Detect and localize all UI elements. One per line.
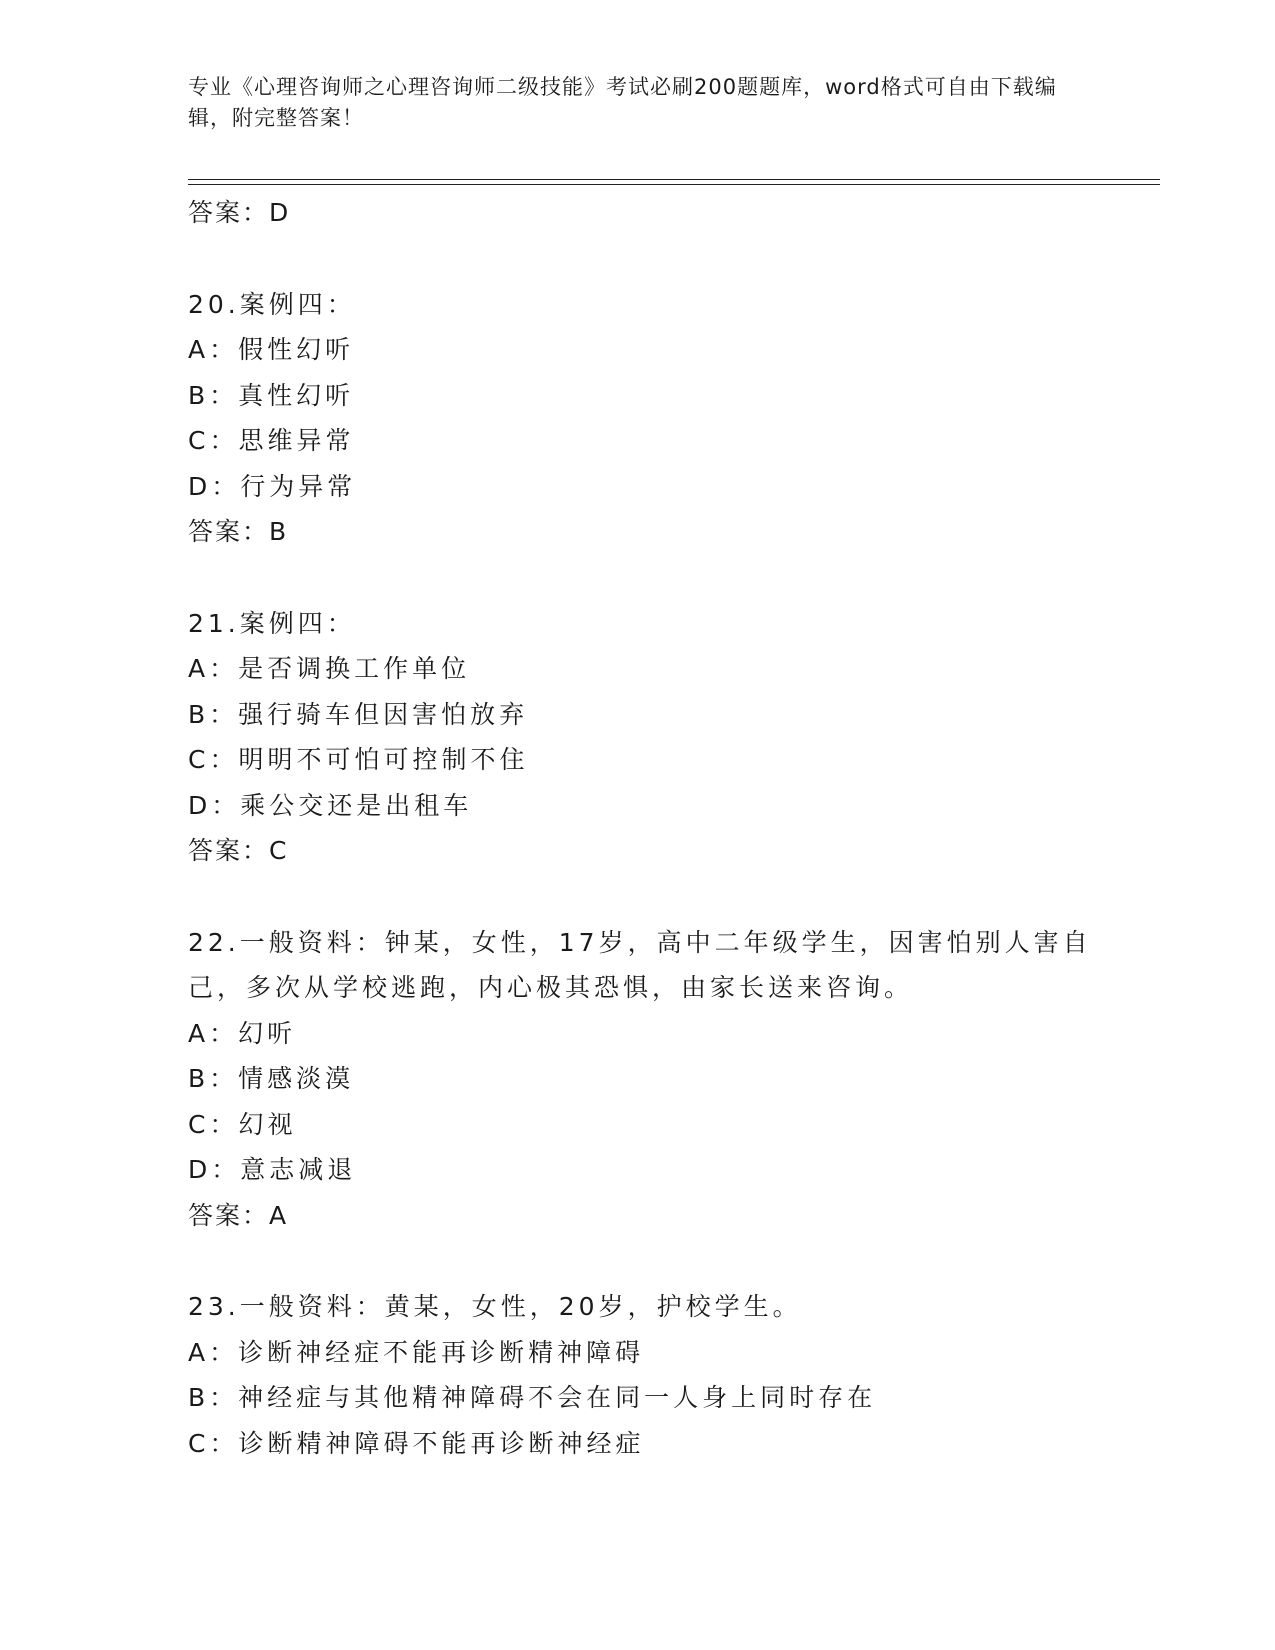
option-a: A：幻听 bbox=[188, 1018, 297, 1048]
question-block bbox=[188, 920, 1138, 1239]
header-divider bbox=[188, 179, 1160, 180]
question-stem: 23.一般资料：黄某，女性，20岁，护校学生。 bbox=[188, 1292, 802, 1321]
question-stem: 22.一般资料：钟某，女性，17岁，高中二年级学生，因害怕别人害自己，多次从学校逃跑，内心极其恐惧，由家长送来咨询。 bbox=[188, 927, 1092, 1002]
question-block bbox=[188, 1284, 1138, 1466]
spacer bbox=[188, 236, 1138, 282]
answer-line: 答案：B bbox=[188, 517, 289, 546]
header-divider-secondary bbox=[188, 184, 1160, 185]
question-stem: 21.案例四： bbox=[188, 608, 356, 638]
option-b: B：情感淡漠 bbox=[188, 1064, 355, 1093]
option-a: A：是否调换工作单位 bbox=[188, 654, 471, 683]
option-c: C：思维异常 bbox=[188, 426, 355, 455]
option-d: D：行为异常 bbox=[188, 471, 357, 501]
option-b: B：强行骑车但因害怕放弃 bbox=[188, 699, 529, 729]
answer-line: 答案：C bbox=[188, 836, 289, 865]
question-stem: 20.案例四： bbox=[188, 289, 356, 319]
option-a: A：诊断神经症不能再诊断精神障碍 bbox=[188, 1337, 645, 1367]
option-c: C：诊断精神障碍不能再诊断神经症 bbox=[188, 1428, 645, 1458]
answer-line: 答案：A bbox=[188, 1200, 289, 1230]
option-b: B：神经症与其他精神障碍不会在同一人身上同时存在 bbox=[188, 1383, 877, 1412]
spacer bbox=[188, 555, 1138, 601]
option-c: C：幻视 bbox=[188, 1109, 297, 1139]
spacer bbox=[188, 1238, 1138, 1284]
option-d: D：意志减退 bbox=[188, 1155, 357, 1184]
option-c: C：明明不可怕可控制不住 bbox=[188, 745, 529, 774]
option-d: D：乘公交还是出租车 bbox=[188, 790, 473, 820]
question-block bbox=[188, 601, 1138, 874]
document-body bbox=[188, 190, 1138, 1466]
answer-line: 答案：D bbox=[188, 198, 291, 227]
document-header: 专业《心理咨询师之心理咨询师二级技能》考试必刷200题题库，word格式可自由下载编辑，附完整答案！ bbox=[188, 75, 1057, 130]
spacer bbox=[188, 874, 1138, 920]
question-block bbox=[188, 282, 1138, 555]
option-a: A：假性幻听 bbox=[188, 335, 355, 364]
option-b: B：真性幻听 bbox=[188, 380, 355, 410]
